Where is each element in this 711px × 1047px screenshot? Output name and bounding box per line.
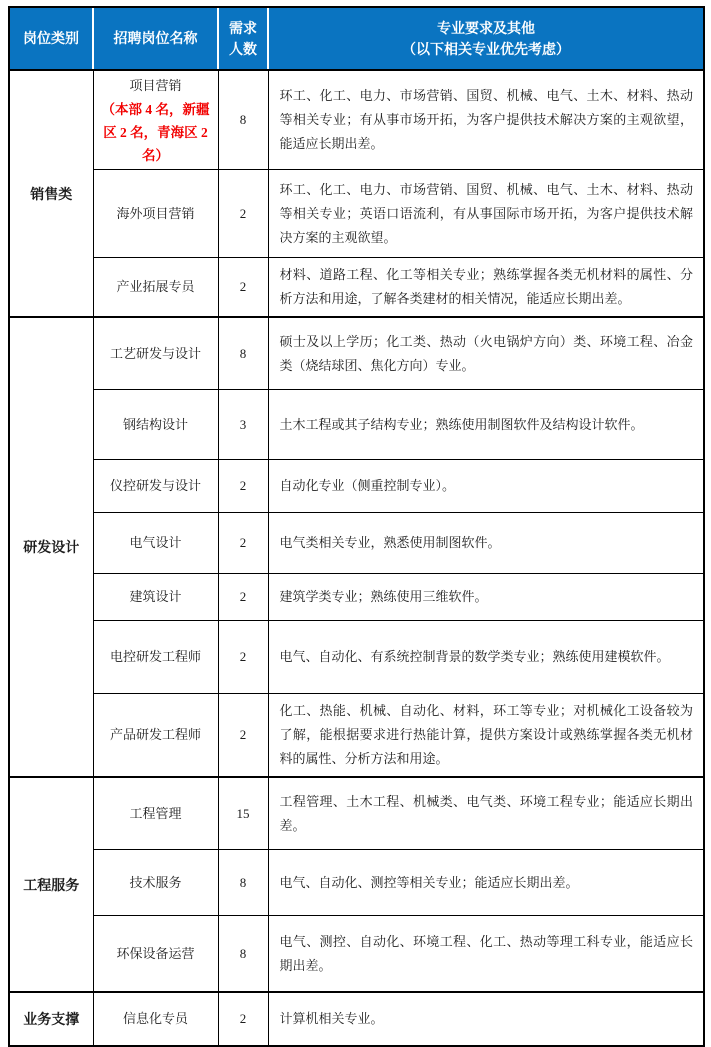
requirements-cell: 化工、热能、机械、自动化、材料，环工等专业；对机械化工设备较为了解，能根据要求进行热能计算，提供方案设计或熟练掌握各类无机材料的属性、分析方法和用途。 [268, 694, 704, 778]
requirements-cell: 工程管理、土木工程、机械类、电气类、环境工程专业；能适应长期出差。 [268, 777, 704, 850]
header-row [9, 7, 704, 70]
category-cell-rnd: 研发设计 [9, 317, 93, 777]
position-note-red: （本部 4 名，新疆区 2 名，青海区 2 名） [101, 101, 210, 163]
header-count-line2: 人数 [229, 40, 257, 57]
position-cell: 工艺研发与设计 [93, 317, 218, 390]
requirements-cell: 电气、自动化、测控等相关专业；能适应长期出差。 [268, 850, 704, 916]
count-cell: 2 [218, 258, 268, 318]
table-row [9, 694, 704, 778]
table-row [9, 258, 704, 318]
requirements-cell: 自动化专业（侧重控制专业）。 [268, 460, 704, 513]
table-row [9, 317, 704, 390]
count-cell: 3 [218, 390, 268, 460]
table-row [9, 460, 704, 513]
table-row [9, 70, 704, 170]
position-cell: 产品研发工程师 [93, 694, 218, 778]
count-cell: 2 [218, 574, 268, 621]
table-body [9, 70, 704, 1046]
header-requirements [268, 7, 704, 70]
position-cell: 钢结构设计 [93, 390, 218, 460]
position-cell: 电控研发工程师 [93, 621, 218, 694]
position-cell: 工程管理 [93, 777, 218, 850]
position-cell: 海外项目营销 [93, 170, 218, 258]
header-req-line1: 专业要求及其他 [437, 19, 535, 36]
table-row [9, 170, 704, 258]
position-cell: 产业拓展专员 [93, 258, 218, 318]
count-cell: 2 [218, 694, 268, 778]
header-position: 招聘岗位名称 [93, 7, 218, 70]
header-count [218, 7, 268, 70]
table-row [9, 621, 704, 694]
requirements-cell: 环工、化工、电力、市场营销、国贸、机械、电气、土木、材料、热动等相关专业；英语口语流利，有从事国际市场开拓，为客户提供技术解决方案的主观欲望。 [268, 170, 704, 258]
header-req-line2: （以下相关专业优先考虑） [402, 40, 570, 57]
requirements-cell: 电气、测控、自动化、环境工程、化工、热动等理工科专业，能适应长期出差。 [268, 916, 704, 993]
requirements-cell: 环工、化工、电力、市场营销、国贸、机械、电气、土木、材料、热动等相关专业；有从事市场开拓，为客户提供技术解决方案的主观欲望，能适应长期出差。 [268, 70, 704, 170]
count-cell: 2 [218, 992, 268, 1046]
count-cell: 8 [218, 70, 268, 170]
requirements-cell: 电气类相关专业，熟悉使用制图软件。 [268, 513, 704, 574]
count-cell: 2 [218, 170, 268, 258]
table-row [9, 574, 704, 621]
requirements-cell: 材料、道路工程、化工等相关专业；熟练掌握各类无机材料的属性、分析方法和用途，了解各类建材的相关情况，能适应长期出差。 [268, 258, 704, 318]
position-cell: 环保设备运营 [93, 916, 218, 993]
count-cell: 8 [218, 850, 268, 916]
position-cell: 电气设计 [93, 513, 218, 574]
position-cell: 信息化专员 [93, 992, 218, 1046]
requirements-cell: 硕士及以上学历；化工类、热动（火电锅炉方向）类、环境工程、冶金类（烧结球团、焦化方向）专业。 [268, 317, 704, 390]
count-cell: 2 [218, 460, 268, 513]
requirements-cell: 建筑学类专业；熟练使用三维软件。 [268, 574, 704, 621]
category-cell-sales: 销售类 [9, 70, 93, 317]
table-header [9, 7, 704, 70]
position-name: 项目营销 [129, 77, 182, 93]
position-cell: 技术服务 [93, 850, 218, 916]
position-cell: 建筑设计 [93, 574, 218, 621]
count-cell: 2 [218, 621, 268, 694]
table-row [9, 916, 704, 993]
table-row [9, 513, 704, 574]
requirements-cell: 土木工程或其子结构专业；熟练使用制图软件及结构设计软件。 [268, 390, 704, 460]
count-cell: 8 [218, 317, 268, 390]
count-cell: 2 [218, 513, 268, 574]
count-cell: 15 [218, 777, 268, 850]
count-cell: 8 [218, 916, 268, 993]
requirements-cell: 电气、自动化、有系统控制背景的数学类专业；熟练使用建模软件。 [268, 621, 704, 694]
category-cell-support: 业务支撑 [9, 992, 93, 1046]
header-category: 岗位类别 [9, 7, 93, 70]
category-cell-engineering: 工程服务 [9, 777, 93, 992]
table-row [9, 390, 704, 460]
position-cell: 仪控研发与设计 [93, 460, 218, 513]
header-count-line1: 需求 [229, 19, 257, 36]
table-row [9, 992, 704, 1046]
position-cell [93, 70, 218, 170]
table-row [9, 777, 704, 850]
recruitment-table [8, 6, 705, 1047]
requirements-cell: 计算机相关专业。 [268, 992, 704, 1046]
